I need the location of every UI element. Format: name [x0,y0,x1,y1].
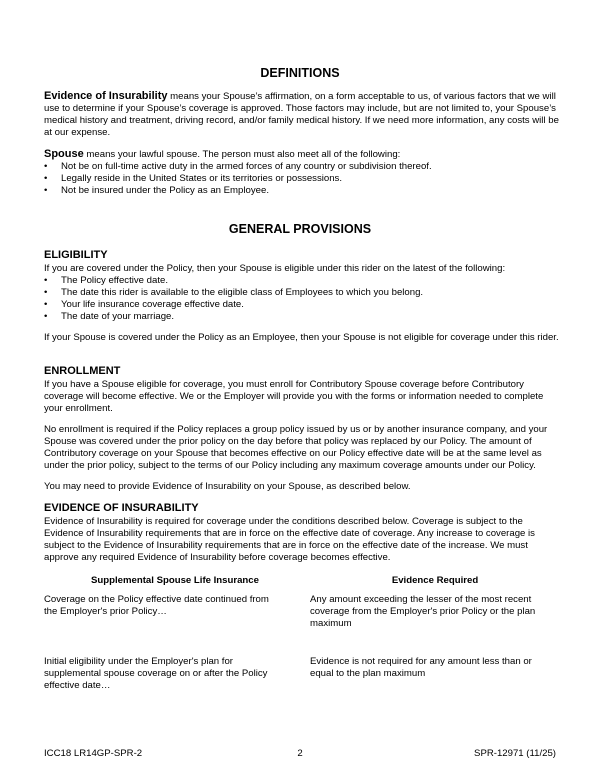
definitions-title: DEFINITIONS [260,66,340,80]
eligibility-section [44,263,560,323]
eligibility-heading: ELIGIBILITY [44,249,108,261]
list-item: • Legally reside in the United States or its territories or possessions. [44,173,560,185]
list-item: • The date this rider is available to the eligible class of Employees to which you belong. [44,287,560,299]
eoi-definition [44,90,560,139]
eoi-paragraph: Evidence of Insurability is required for coverage under the conditions described below. Coverage is subject to the Evidence of Insurability requirements that are in force on the effective date of coverage. Any increase to coverage is subject to the Evidence of Insurability requirements that are in force on the effective date of the increase. We must approve any required Evidence of Insurability before coverage becomes effective. [44,516,535,563]
eligibility-intro: If you are covered under the Policy, then your Spouse is eligible under this rider on the latest of the following: [44,263,506,274]
eligibility-note: If your Spouse is covered under the Policy as an Employee, then your Spouse is not eligible for coverage under this rider. [44,332,559,343]
spouse-definition-text: means your lawful spouse. The person must also meet all of the following: [83,149,401,160]
table-cell: Initial eligibility under the Employer's plan for supplemental spouse coverage on or after the Policy effective date… [44,656,268,691]
spouse-term: Spouse [44,148,84,160]
eligibility-list [44,275,560,323]
enrollment-heading: ENROLLMENT [44,365,121,377]
list-item: • The date of your marriage. [44,311,560,323]
spouse-requirements-list [44,161,560,197]
list-item: • Your life insurance coverage effective date. [44,299,560,311]
table-header-evidence: Evidence Required [391,575,479,586]
table-header-coverage: Supplemental Spouse Life Insurance [91,575,259,586]
enrollment-paragraph-1: If you have a Spouse eligible for coverage, you must enroll for Contributory Spouse coverage before Contributory coverage will become effective. We or the Employer will provide you with the forms or information needed to complete your enrollment. [44,379,544,414]
table-cell: Coverage on the Policy effective date continued from the Employer's prior Policy… [44,594,269,617]
footer-doc-id: SPR-12971 (11/25) [474,748,556,759]
enrollment-paragraph-2: No enrollment is required if the Policy replaces a group policy issued by us or by another insurance company, and your Spouse was covered under the prior policy on the day before that policy was replaced by our Policy. The amount of Contributory coverage on your Spouse that becomes effective on our Policy effective date will be at the same level as under the prior policy, subject to the terms of our Policy including any maximum coverage amounts under our Policy. [44,424,548,471]
list-item: • The Policy effective date. [44,275,560,287]
eoi-heading: EVIDENCE OF INSURABILITY [44,502,199,514]
footer-page-number: 2 [297,748,303,759]
footer-form-number: ICC18 LR14GP-SPR-2 [44,748,143,759]
eoi-term: Evidence of Insurability [44,90,168,102]
eoi-definition-text: means your Spouse’s affirmation, on a form acceptable to us, of various factors that we will use to determine if your Spouse’s coverage is approved. Those factors may include, but are not limited to, your Spouse’s medical history and treatment, driving record, and/or family medical history. If we need more information, any costs will be at our expense. [44,91,559,138]
list-item: • Not be on full-time active duty in the armed forces of any country or subdivision thereof. [44,161,560,173]
table-cell: Evidence is not required for any amount less than or equal to the plan maximum [310,656,532,679]
spouse-definition [44,148,560,197]
list-item: • Not be insured under the Policy as an Employee. [44,185,560,197]
table-cell: Any amount exceeding the lesser of the most recent coverage from the Employer's prior Policy or the plan maximum [310,594,536,629]
general-provisions-title: GENERAL PROVISIONS [228,222,372,236]
enrollment-paragraph-3: You may need to provide Evidence of Insurability on your Spouse, as described below. [44,481,411,492]
